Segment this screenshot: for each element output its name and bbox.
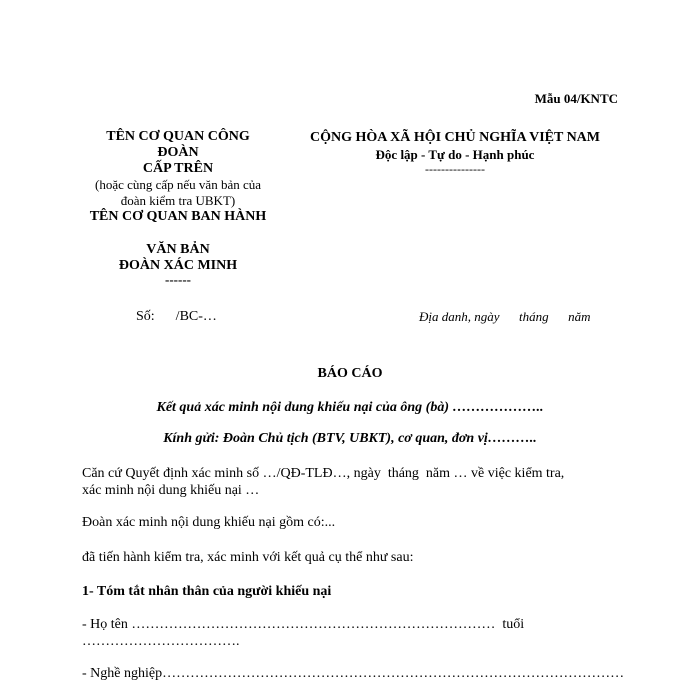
section-heading-1: 1- Tóm tắt nhân thân của người khiếu nại (82, 584, 332, 599)
paragraph-team: Đoàn xác minh nội dung khiếu nại gồm có:... (82, 515, 336, 530)
agency-note-2: đoàn kiểm tra UBKT) (120, 193, 236, 208)
form-code: Mẫu 04/KNTC (534, 91, 618, 106)
agency-line-4: TÊN CƠ QUAN BAN HÀNH (89, 209, 267, 224)
agency-divider: ------ (165, 272, 191, 287)
document-number: Số: /BC-… (136, 309, 217, 324)
agency-line-1: TÊN CƠ QUAN CÔNG (106, 129, 250, 144)
occupation-field-line: - Nghề nghiệp……………………………………………………………………………………… (82, 666, 625, 681)
document-subject: Kết quả xác minh nội dung khiếu nại của ông (bà) ……………….. (156, 400, 544, 415)
national-motto: Độc lập - Tự do - Hạnh phúc (375, 147, 535, 162)
place-date: Địa danh, ngày tháng năm (419, 309, 591, 324)
agency-line-6: ĐOÀN XÁC MINH (118, 258, 238, 273)
issuing-agency-header (78, 129, 278, 286)
document-title: BÁO CÁO (317, 366, 383, 381)
national-title: CỘNG HÒA XÃ HỘI CHỦ NGHĨA VIỆT NAM (309, 130, 600, 145)
paragraph-basis-line-2: xác minh nội dung khiếu nại … (82, 483, 260, 498)
national-divider: --------------- (425, 162, 485, 176)
paragraph-basis-line-1: Căn cứ Quyết định xác minh số …/QĐ-TLĐ…, ngày tháng năm … về việc kiểm tra, (82, 466, 565, 481)
agency-line-3: CẤP TRÊN (142, 161, 214, 176)
name-field-line-2: ……………………………. (82, 634, 240, 649)
name-field-line (82, 616, 642, 650)
national-header (288, 129, 622, 175)
name-field-line-1: - Họ tên …………………………………………………………………… tuổi (82, 617, 525, 632)
paragraph-basis (82, 465, 642, 499)
agency-note-1: (hoặc cùng cấp nếu văn bản của (94, 177, 262, 192)
recipient-line: Kính gửi: Đoàn Chủ tịch (BTV, UBKT), cơ quan, đơn vị……….. (163, 431, 537, 446)
agency-line-2: ĐOÀN (157, 145, 199, 160)
agency-line-5: VĂN BẢN (146, 242, 210, 257)
paragraph-results-intro: đã tiến hành kiểm tra, xác minh với kết quả cụ thể như sau: (82, 550, 414, 565)
